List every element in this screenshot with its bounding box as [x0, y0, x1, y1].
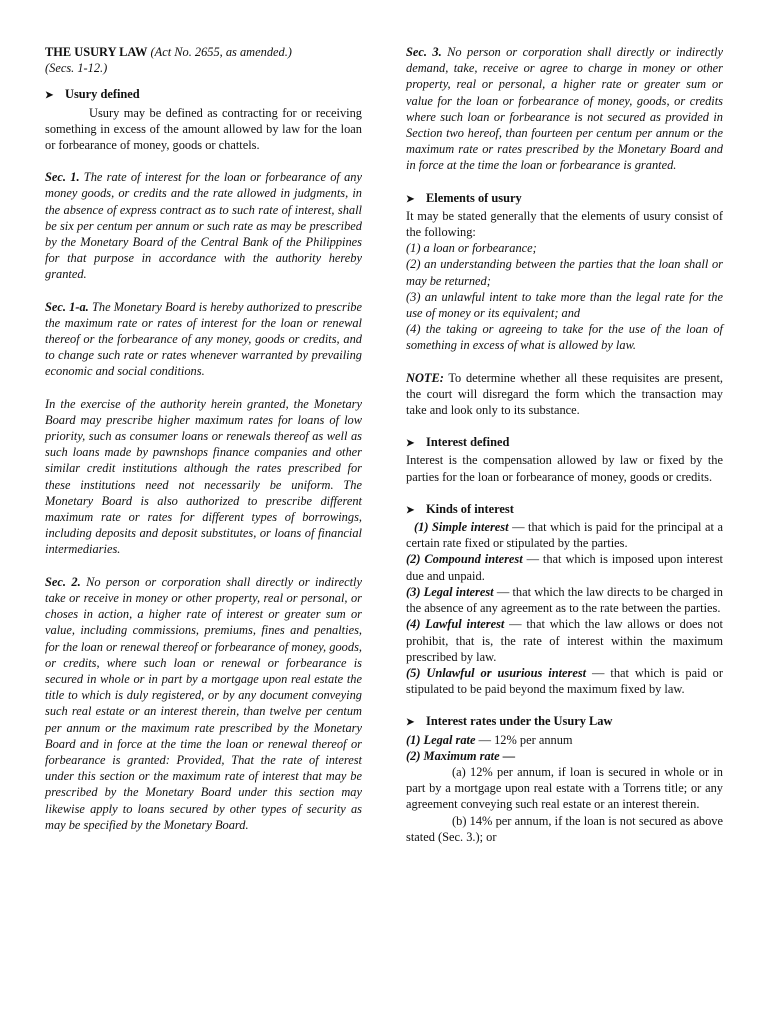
list-item: (4) Lawful interest — that which the law allows or does not prohibit, that is, the rate of interest within the maximum prescribed by law.: [406, 617, 724, 664]
sec2-paragraph: Sec. 2. No person or corporation shall directly or indirectly take or receive in money or other property, real or personal, or choses in action, a higher rate of interest or greater sum or value, including commissions, premiums, fines and penalties, for the loan or renewal thereof or forbearance of money, goods, or credits, where such loan or renewal or forbearance is secured in whole or in part by a mortgage upon real estate the title to which is duly registered, or by any document conveying such real estate or an interest therein, than twelve per centum per annum or the maximum rate prescribed by the Monetary Board and in force at the time the loan or renewal thereof or forbearance is granted: Provided, That the rate of interest under this section or the maximum rate of interest that may be prescribed by the Monetary Board under this section may likewise apply to loans secured by other types of security as may be specified by the Monetary Board.: [45, 574, 362, 832]
heading-interest-rates: ➤ Interest rates under the Usury Law: [406, 713, 723, 731]
title-citation: (Act No. 2655, as amended.): [150, 45, 292, 59]
legal-rate-line: (1) Legal rate — 12% per annum: [406, 732, 573, 747]
list-item: (2) Compound interest — that which is imposed upon interest due and unpaid.: [406, 552, 723, 583]
list-item: (2) an understanding between the parties that the loan shall or may be returned;: [406, 257, 723, 288]
rate-item-b: (b) 14% per annum, if the loan is not secured as above stated (Sec. 3.); or: [406, 813, 723, 844]
sec2-label: Sec. 2.: [45, 574, 81, 589]
heading-usury-defined: ➤ Usury defined: [45, 86, 362, 104]
list-item: (5) Unlawful or usurious interest — that which is paid or stipulated to be paid beyond the maximum fixed by law.: [406, 665, 723, 697]
arrowhead-bullet-icon: ➤: [45, 90, 54, 102]
note-label: NOTE:: [406, 370, 444, 385]
arrowhead-bullet-icon: ➤: [406, 438, 415, 450]
left-column: [45, 44, 362, 833]
sec3-label: Sec. 3.: [406, 45, 442, 59]
list-item: (4) the taking or agreeing to take for the use of the loan of something in excess of what is allowed by law.: [406, 322, 723, 353]
note-paragraph: NOTE: To determine whether all these requisites are present, the court will disregard the form which the transaction may take and look only to its substance.: [406, 370, 723, 418]
arrowhead-bullet-icon: ➤: [406, 504, 415, 516]
heading-elements-of-usury: ➤ Elements of usury: [406, 190, 723, 208]
right-column: [406, 44, 723, 845]
list-item: (3) an unlawful intent to take more than the legal rate for the use of money or its equivalent; and: [406, 289, 723, 321]
list-item: (1) Simple interest — that which is paid for the principal at a certain rate fixed or stipulated by the parties.: [406, 520, 723, 551]
sec1a-label: Sec. 1-a.: [45, 299, 89, 314]
heading-interest-defined: ➤ Interest defined: [406, 434, 723, 452]
usury-defined-body: Usury may be defined as contracting for or receiving something in excess of the amount allowed by law for the loan or forbearance of money, goods or chattels.: [45, 105, 362, 153]
list-item: (3) Legal interest — that which the law directs to be charged in the absence of any agreement as to the rate between the parties.: [406, 584, 724, 616]
maximum-rate-line: (2) Maximum rate —: [406, 748, 516, 763]
document-title: [45, 44, 362, 60]
list-item: (1) a loan or forbearance;: [406, 241, 537, 256]
sec1-paragraph: Sec. 1. The rate of interest for the loan or forbearance of any money goods, or credits and the rate allowed in judgments, in the absence of express contract as to such rate of interest, shall be six per centum per annum or such rate as may be prescribed by the Monetary Board of the Central Bank of the Philippines for that purpose in accordance with the authority hereby granted.: [45, 170, 362, 282]
title-sections: (Secs. 1-12.): [45, 61, 108, 76]
arrowhead-bullet-icon: ➤: [406, 717, 415, 729]
sec1-label: Sec. 1.: [45, 170, 80, 185]
arrowhead-bullet-icon: ➤: [406, 193, 415, 205]
elements-intro: It may be stated generally that the elements of usury consist of the following:: [406, 208, 723, 240]
sec1a-paragraph: Sec. 1-a. The Monetary Board is hereby authorized to prescribe the maximum rate or rates of interest for the loan or renewal thereof or the forbearance of any money, goods or credits, and to change such rate or rates whenever warranted by prevailing economic and social conditions.: [45, 299, 363, 379]
rate-item-a: (a) 12% per annum, if loan is secured in whole or in part by a mortgage upon real estate with a Torrens title; or any agreement conveying such real estate or an interest therein.: [406, 764, 723, 812]
interest-defined-body: Interest is the compensation allowed by law or fixed by the parties for the loan or forbearance of money, goods or credits.: [406, 453, 723, 484]
sec3-paragraph: Sec. 3. No person or corporation shall directly or indirectly demand, take, receive or agree to charge in money or other property, real or personal, a higher rate or greater sum or value for the loan or forbearance of money, goods, or credits where such loan or forbearance is not secured as provided in Section two hereof, than fourteen per centum per annum or the maximum rate or rates prescribed by the Monetary Board and in force at the time the loan or forbearance is granted.: [406, 45, 723, 173]
heading-kinds-of-interest: ➤ Kinds of interest: [406, 501, 723, 519]
sec1a-paragraph-2: In the exercise of the authority herein granted, the Monetary Board may prescribe higher maximum rates for loans of low priority, such as consumer loans or renewals thereof as well as such loans made by pawnshops finance companies and other similar credit institutions although the rates prescribed for these institutions need not necessarily be uniform. The Monetary Board is also authorized to prescribe different maximum rate or rates for different types of borrowings, including deposits and deposit substitutes, or loans of financial intermediaries.: [45, 396, 362, 557]
title-main: THE USURY LAW: [45, 45, 148, 59]
